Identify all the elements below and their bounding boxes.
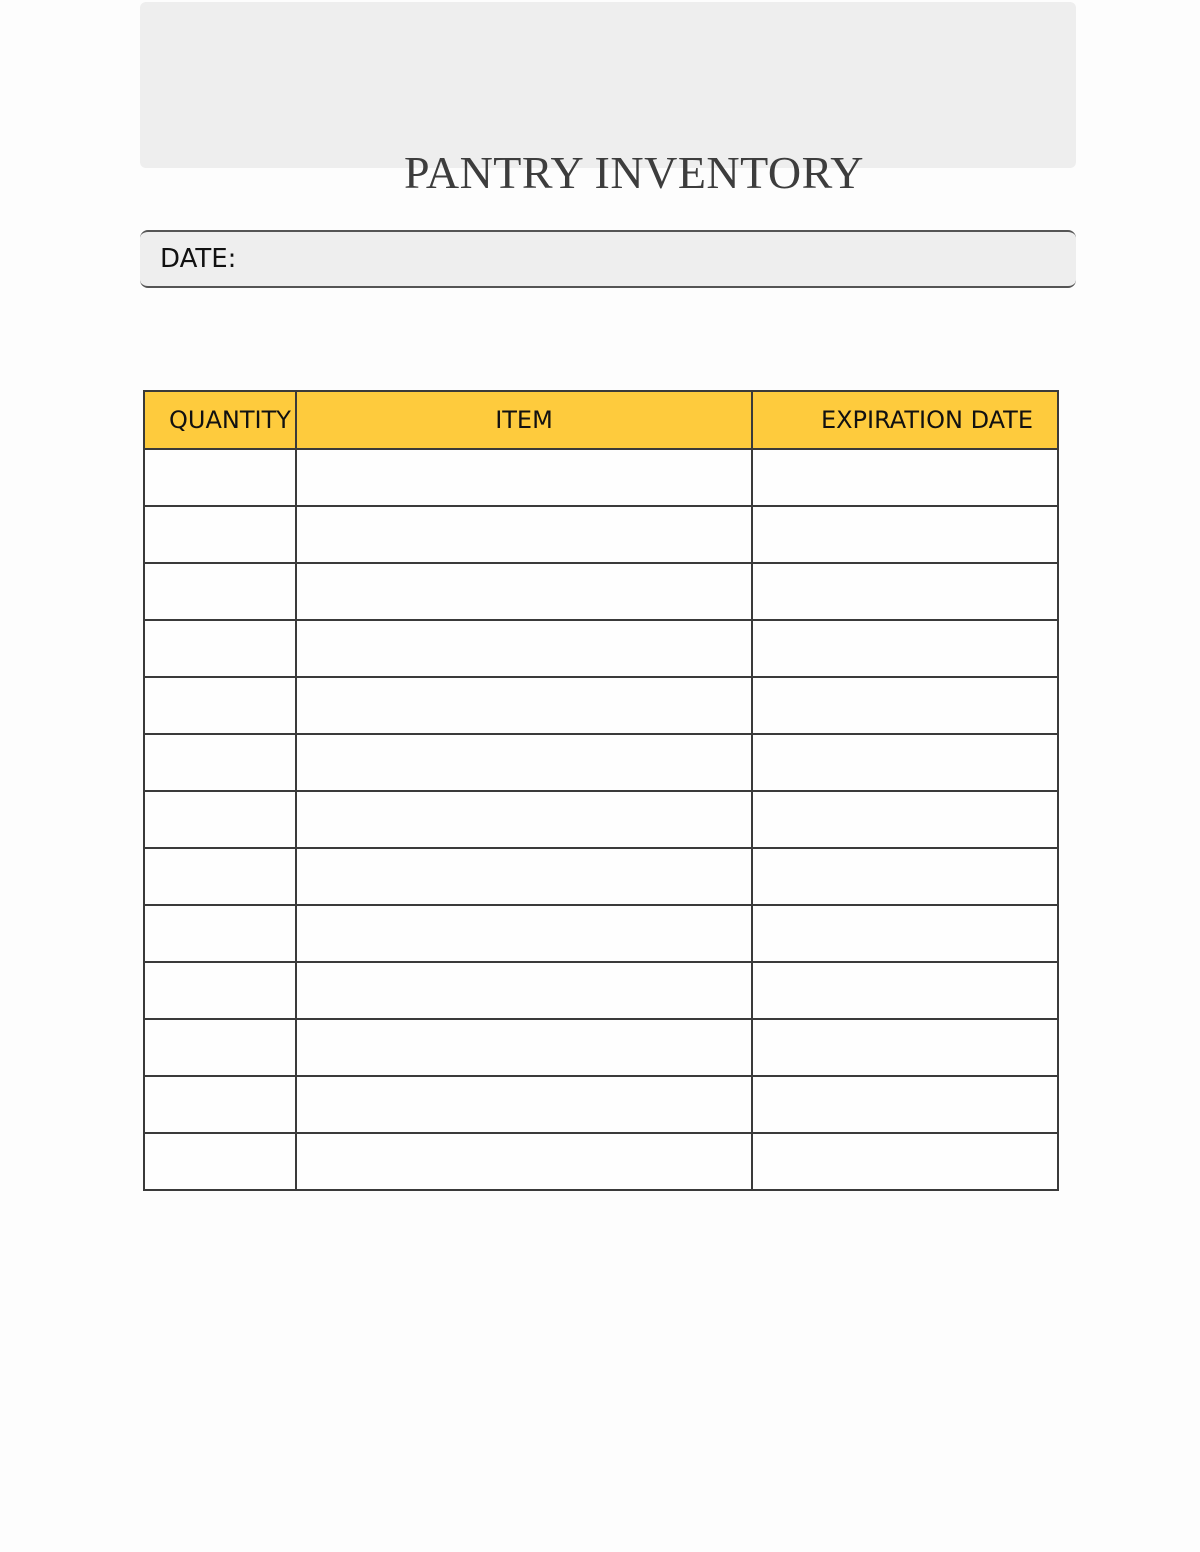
table-row [144, 677, 1058, 734]
expiration-date-cell[interactable] [752, 848, 1058, 905]
quantity-cell[interactable] [144, 563, 296, 620]
expiration-date-cell[interactable] [752, 791, 1058, 848]
expiration-date-cell[interactable] [752, 563, 1058, 620]
item-cell[interactable] [296, 449, 752, 506]
table-row [144, 1019, 1058, 1076]
quantity-cell[interactable] [144, 506, 296, 563]
table-row [144, 1076, 1058, 1133]
quantity-cell[interactable] [144, 1076, 296, 1133]
table-row [144, 962, 1058, 1019]
quantity-cell[interactable] [144, 962, 296, 1019]
expiration-date-cell[interactable] [752, 620, 1058, 677]
item-cell[interactable] [296, 506, 752, 563]
item-cell[interactable] [296, 1076, 752, 1133]
item-cell[interactable] [296, 905, 752, 962]
item-cell[interactable] [296, 791, 752, 848]
inventory-table [143, 390, 1059, 1191]
header-expiration-date: EXPIRATION DATE [752, 391, 1058, 449]
quantity-cell[interactable] [144, 620, 296, 677]
item-cell[interactable] [296, 848, 752, 905]
quantity-cell[interactable] [144, 791, 296, 848]
table-row [144, 620, 1058, 677]
expiration-date-cell[interactable] [752, 734, 1058, 791]
header-quantity: QUANTITY [144, 391, 296, 449]
quantity-cell[interactable] [144, 848, 296, 905]
expiration-date-cell[interactable] [752, 506, 1058, 563]
quantity-cell[interactable] [144, 1019, 296, 1076]
date-label: DATE: [160, 244, 237, 274]
expiration-date-cell[interactable] [752, 1133, 1058, 1190]
quantity-cell[interactable] [144, 1133, 296, 1190]
quantity-cell[interactable] [144, 449, 296, 506]
table-row [144, 905, 1058, 962]
table-row [144, 563, 1058, 620]
expiration-date-cell[interactable] [752, 449, 1058, 506]
item-cell[interactable] [296, 734, 752, 791]
item-cell[interactable] [296, 620, 752, 677]
expiration-date-cell[interactable] [752, 1019, 1058, 1076]
table-row [144, 1133, 1058, 1190]
table-header-row [144, 391, 1058, 449]
item-cell[interactable] [296, 962, 752, 1019]
date-field[interactable] [140, 230, 1076, 288]
table-row [144, 734, 1058, 791]
item-cell[interactable] [296, 563, 752, 620]
item-cell[interactable] [296, 677, 752, 734]
table-row [144, 449, 1058, 506]
item-cell[interactable] [296, 1019, 752, 1076]
header-item: ITEM [296, 391, 752, 449]
quantity-cell[interactable] [144, 905, 296, 962]
table-row [144, 506, 1058, 563]
expiration-date-cell[interactable] [752, 905, 1058, 962]
expiration-date-cell[interactable] [752, 962, 1058, 1019]
page-title: PANTRY INVENTORY [404, 147, 864, 198]
header-banner [140, 2, 1076, 168]
expiration-date-cell[interactable] [752, 677, 1058, 734]
item-cell[interactable] [296, 1133, 752, 1190]
table-row [144, 848, 1058, 905]
quantity-cell[interactable] [144, 677, 296, 734]
table-row [144, 791, 1058, 848]
expiration-date-cell[interactable] [752, 1076, 1058, 1133]
quantity-cell[interactable] [144, 734, 296, 791]
